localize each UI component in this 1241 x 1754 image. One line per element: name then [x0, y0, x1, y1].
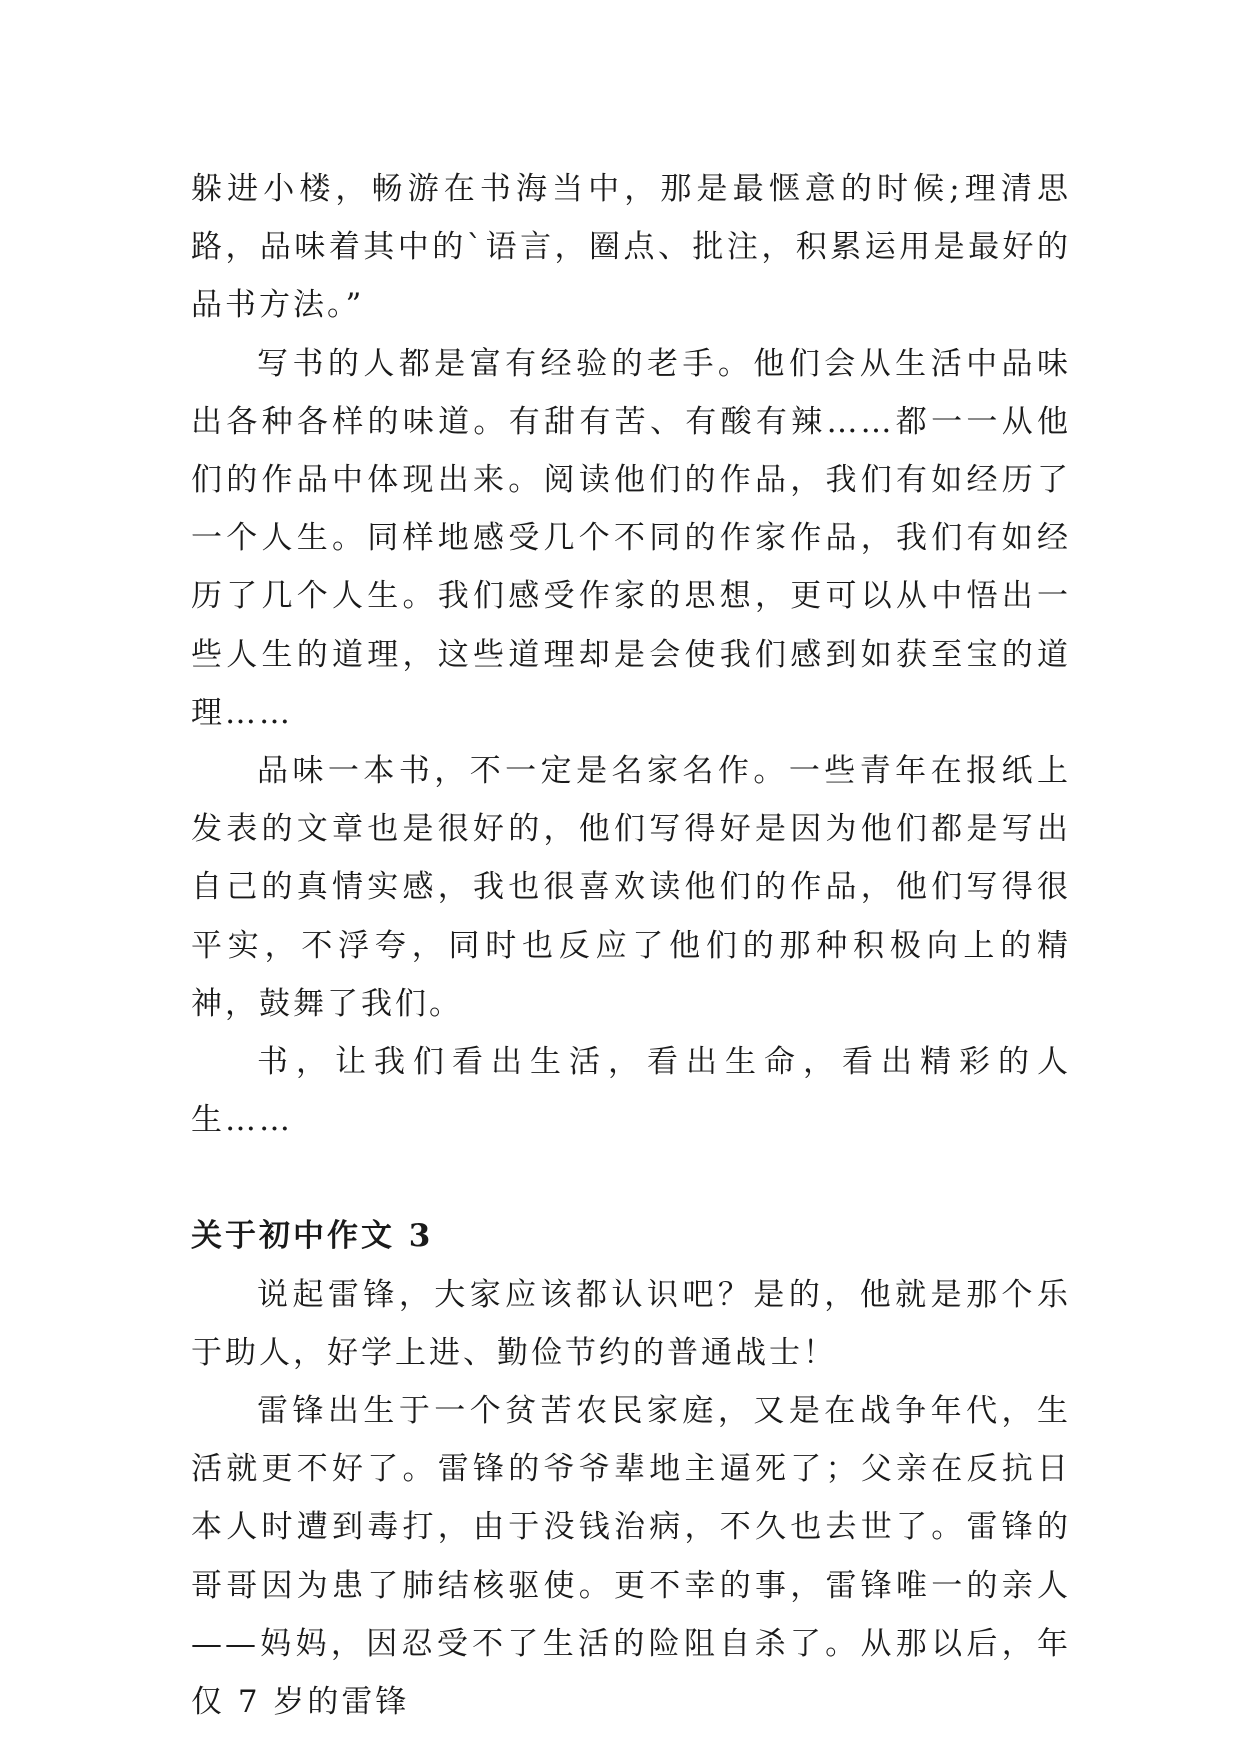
paragraph-young-writers: 品味一本书，不一定是名家名作。一些青年在报纸上发表的文章也是很好的，他们写得好是因为他们都是写出自己的真情实感，我也很喜欢读他们的作品，他们写得很平实，不浮夸，同时也反应了他们的那种积极向上的精神，鼓舞了我们。 [191, 753, 1071, 1022]
paragraph-writers: 写书的人都是富有经验的老手。他们会从生活中品味出各种各样的味道。有甜有苦、有酸有辣……都一一从他们的作品中体现出来。阅读他们的作品，我们有如经历了一个人生。同样地感受几个不同的作家作品，我们有如经历了几个人生。我们感受作家的思想，更可以从中悟出一些人生的道理，这些道理却是会使我们感到如获至宝的道理…… [191, 345, 1071, 731]
section-heading: 关于初中作文 3 [191, 1218, 434, 1255]
paragraph-continued: 躲进小楼，畅游在书海当中，那是最惬意的时候;理清思路，品味着其中的`语言，圈点、批注，积累运用是最好的品书方法。” [191, 171, 1071, 324]
paragraph-lei-feng-intro: 说起雷锋，大家应该都认识吧？是的，他就是那个乐于助人，好学上进、勤俭节约的普通战士！ [191, 1276, 1071, 1371]
document-body [191, 160, 1071, 1731]
paragraph-closing: 书，让我们看出生活，看出生命，看出精彩的人生…… [191, 1044, 1071, 1139]
paragraph-lei-feng-childhood: 雷锋出生于一个贫苦农民家庭，又是在战争年代，生活就更不好了。雷锋的爷爷辈地主逼死了；父亲在反抗日本人时遭到毒打，由于没钱治病，不久也去世了。雷锋的哥哥因为患了肺结核驱使。更不幸的事，雷锋唯一的亲人——妈妈，因忍受不了生活的险阻自杀了。从那以后，年仅 7 岁的雷锋 [191, 1393, 1071, 1721]
